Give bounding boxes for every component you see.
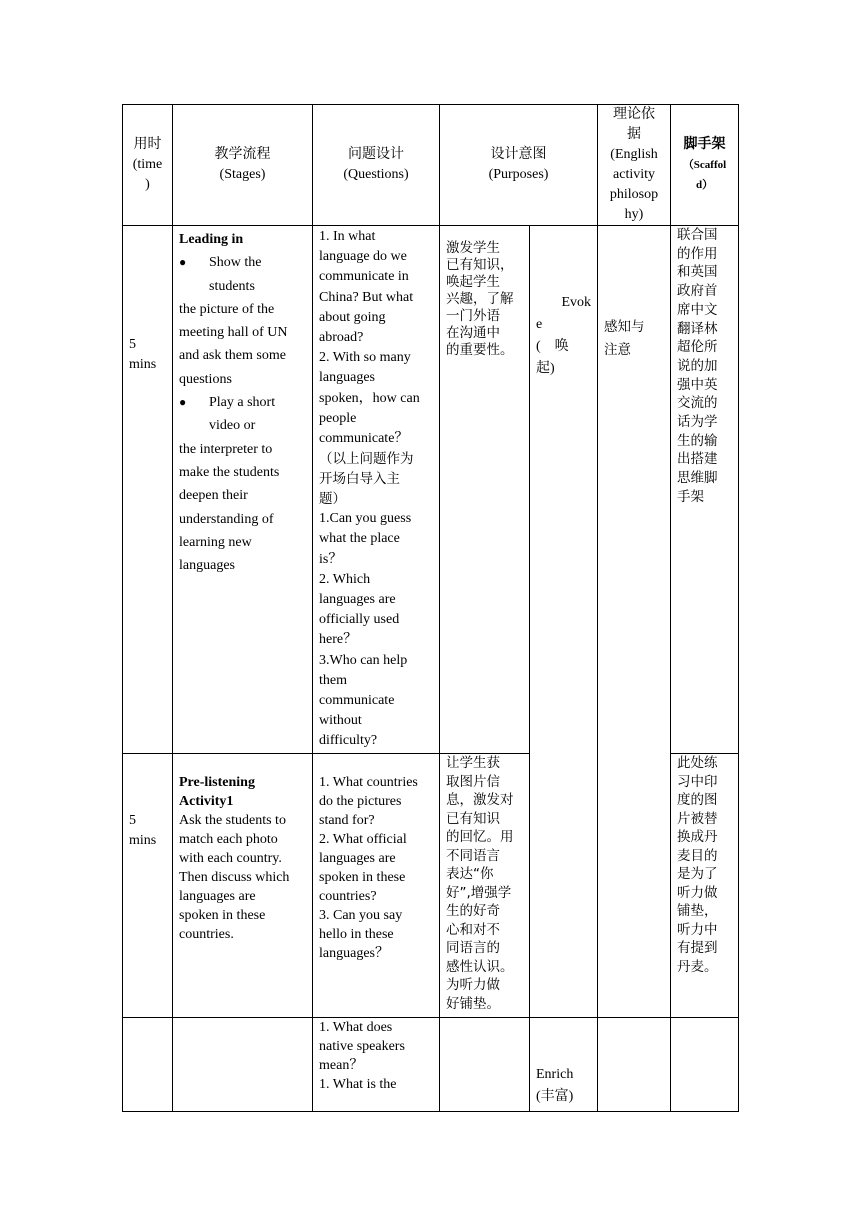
header-purposes: 设计意图 (Purposes) [440, 105, 598, 226]
questions-cell: 1. What does native speakers mean？ 1. What is the [313, 1018, 440, 1112]
stage-title: Pre-listening [179, 775, 255, 790]
purpose-cn-cell: 激发学生 已有知识， 唤起学生 兴趣，了解 一门外语 在沟通中 的重要性。 [440, 226, 530, 754]
time-cell: 5 mins [123, 226, 173, 754]
purpose-en-cell: Evok e ( 唤 起) [530, 226, 598, 1018]
lesson-plan-table [122, 104, 739, 1112]
table-row [123, 226, 739, 754]
questions-cell: 1. In what language do we communicate in China? But what about going abroad? 2. With so many languages spoken，how can people communicate？ （以上问题作为 开场白导入主 题） 1.Can you guess what the place is？ 2. Which languages are officially used here？ 3.Who can help them communicate without difficulty? [313, 226, 440, 754]
header-stages: 教学流程 (Stages) [173, 105, 313, 226]
scaffold-cell: 此处练 习中印 度的图 片被替 换成丹 麦目的 是为了 听力做 铺垫， 听力中 有提到 丹麦。 [671, 754, 739, 1018]
purpose-en-cell: Enrich (丰富) [530, 1018, 598, 1112]
stage-title: Leading in [179, 232, 244, 247]
header-scaffold: 脚手架 （Scaffol d） [671, 105, 739, 226]
theory-cell [598, 1018, 671, 1112]
list-item: ● Play a short video or [179, 391, 306, 438]
header-row [123, 105, 739, 226]
bullet-icon: ● [179, 255, 187, 270]
header-questions: 问题设计 (Questions) [313, 105, 440, 226]
header-time: 用时 (time ) [123, 105, 173, 226]
questions-cell: 1. What countries do the pictures stand for? 2. What official languages are spoken in these countries? 3. Can you say hello in these languages？ [313, 754, 440, 1018]
time-cell: 5 mins [123, 754, 173, 1018]
scaffold-cell [671, 1018, 739, 1112]
scaffold-cell: 联合国 的作用 和英国 政府首 席中文 翻译林 超伦所 说的加 强中英 交流的 话为学 生的输 出搭建 思维脚 手架 [671, 226, 739, 754]
purpose-cn-cell [440, 1018, 530, 1112]
stage-cell: Leading in ● Show the students the picture of the meeting hall of UN and ask them some questions ● Play a short video or the interpreter to make the students deepen their understanding of learning new languages [173, 226, 313, 754]
purpose-cn-cell: 让学生获 取图片信 息，激发对 已有知识 的回忆。用 不同语言 表达“你 好”,增强学 生的好奇 心和对不 同语言的 感性认识。 为听力做 好铺垫。 [440, 754, 530, 1018]
list-item: ● Show the students [179, 251, 306, 298]
stage-cell: Pre-listening Activity1 Ask the students to match each photo with each country. Then discuss which languages are spoken in these countries. [173, 754, 313, 1018]
header-theory: 理论依 据 (English activity philosop hy) [598, 105, 671, 226]
time-cell [123, 1018, 173, 1112]
stage-cell [173, 1018, 313, 1112]
table-row [123, 1018, 739, 1112]
theory-cell: 感知与 注意 [598, 226, 671, 1018]
bullet-icon: ● [179, 395, 187, 410]
